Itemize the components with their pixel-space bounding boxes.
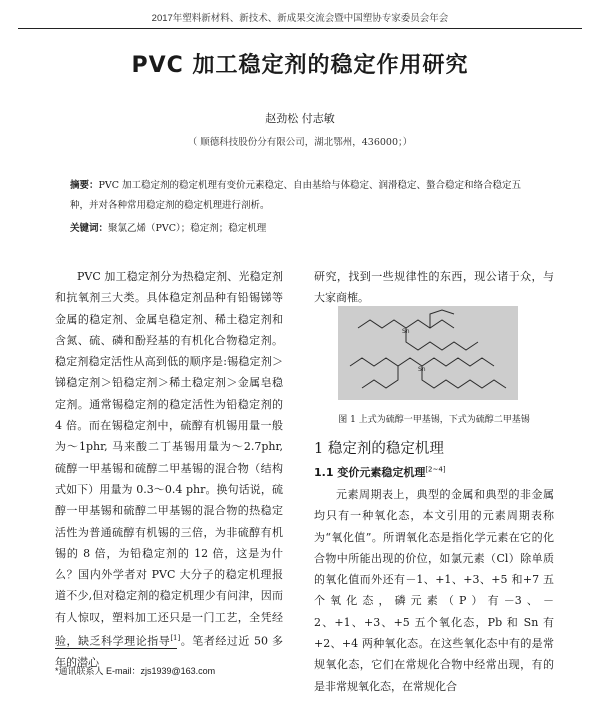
citation: [1]	[170, 634, 181, 643]
keywords-label: 关键词：	[70, 223, 109, 234]
structure-figure	[338, 306, 518, 400]
svg-text:Sn: Sn	[418, 366, 426, 373]
running-header: 2017年塑料新材料、新技术、新成果交流会暨中国塑协专家委员会年会	[18, 10, 582, 29]
right-column-body	[314, 484, 554, 697]
body-paragraph: 研究，找到一些规律性的东西，现公诸于众，与大家商榷。	[314, 270, 554, 305]
abstract-text: PVC 加工稳定剂的稳定机理有变价元素稳定、自由基给与体稳定、润滑稳定、螯合稳定和络合稳定五种，并对各种常用稳定剂的稳定机理进行剖析。	[70, 180, 522, 211]
figure-caption: 图 1 上式为硫醇一甲基锡，下式为硫醇二甲基锡	[338, 415, 530, 425]
paper-title: PVC 加工稳定剂的稳定作用研究	[131, 53, 469, 78]
left-column	[55, 266, 283, 673]
svg-text:Sn: Sn	[402, 328, 410, 335]
abstract-label: 摘要：	[70, 180, 99, 191]
citation: [2~4]	[425, 465, 446, 474]
subsection-heading	[314, 464, 446, 480]
subsection-title: 1.1 变价元素稳定机理	[314, 466, 426, 479]
authors: 赵劲松 付志敏	[265, 112, 335, 125]
footnote-rule	[55, 648, 177, 649]
abstract	[70, 176, 540, 216]
affiliation: （ 顺德科技股份分有限公司，湖北鄂州，436000；）	[187, 137, 413, 148]
body-paragraph	[55, 266, 283, 673]
right-column-top	[314, 266, 554, 309]
footnote: *通讯联系人 E-mail：zjs1939@163.com	[55, 666, 216, 676]
body-paragraph: 元素周期表上，典型的金属和典型的非金属均只有一种氧化态，本文引用的元素周期表称为“氧化值”。所谓氧化态是指化学元素在它的化合物中所能出现的价位，如氯元素（Cl）除单质的氧化值而外还有－1、+1、+3、+5 和+7 五个氧化态，磷元素（P）有－3、－2、+1、+3、+5 五个氧化态，Pb 和 Sn 有+2、+4 两种氧化态。在这些氧化态中有的是常规氧化态，它们在常规化合物中经常出现，有的是非常规氧化态，在常规化合	[314, 488, 554, 693]
body-text-tail: 。笔者经过近 50 多年的潜心	[55, 634, 283, 669]
section-heading: 1 稳定剂的稳定机理	[314, 441, 444, 457]
chemical-structure-image	[338, 306, 518, 400]
body-text: PVC 加工稳定剂分为热稳定剂、光稳定剂和抗氧剂三大类。具体稳定剂品种有铅锡锑等金属的稳定剂、金属皂稳定剂、稀土稳定剂和含氮、硫、磷和酚羟基的有机化合物稳定剂。稳定剂稳定活性从高到低的顺序是:锡稳定剂＞锑稳定剂＞铅稳定剂＞稀土稳定剂＞金属皂稳定剂。通常锡稳定剂的稳定活性为铅稳定剂的 4 倍。而在锡稳定剂中，硫醇有机锡用量一般为～1phr, 马来酸二丁基锡用量为～2.7phr, 硫醇一甲基锡和硫醇二甲基锡的混合物（结构式如下）用量为 0.3～0.4 phr。换句话说，硫醇一甲基锡和硫醇二甲基锡的混合物的热稳定活性为普通硫醇有机锡的三倍，为非硫醇有机锡的 8 倍，为铅稳定剂的 12 倍，这是为什么？国内外学者对 PVC 大分子的稳定机理报道不少,但对稳定剂的稳定机理少有问津，因而有人惊叹，塑料加工还只是一门工艺，全凭经验，缺乏科学理论指导	[55, 270, 283, 648]
keywords	[70, 222, 540, 236]
keywords-text: 聚氯乙烯（PVC）；稳定剂；稳定机理	[108, 223, 267, 234]
